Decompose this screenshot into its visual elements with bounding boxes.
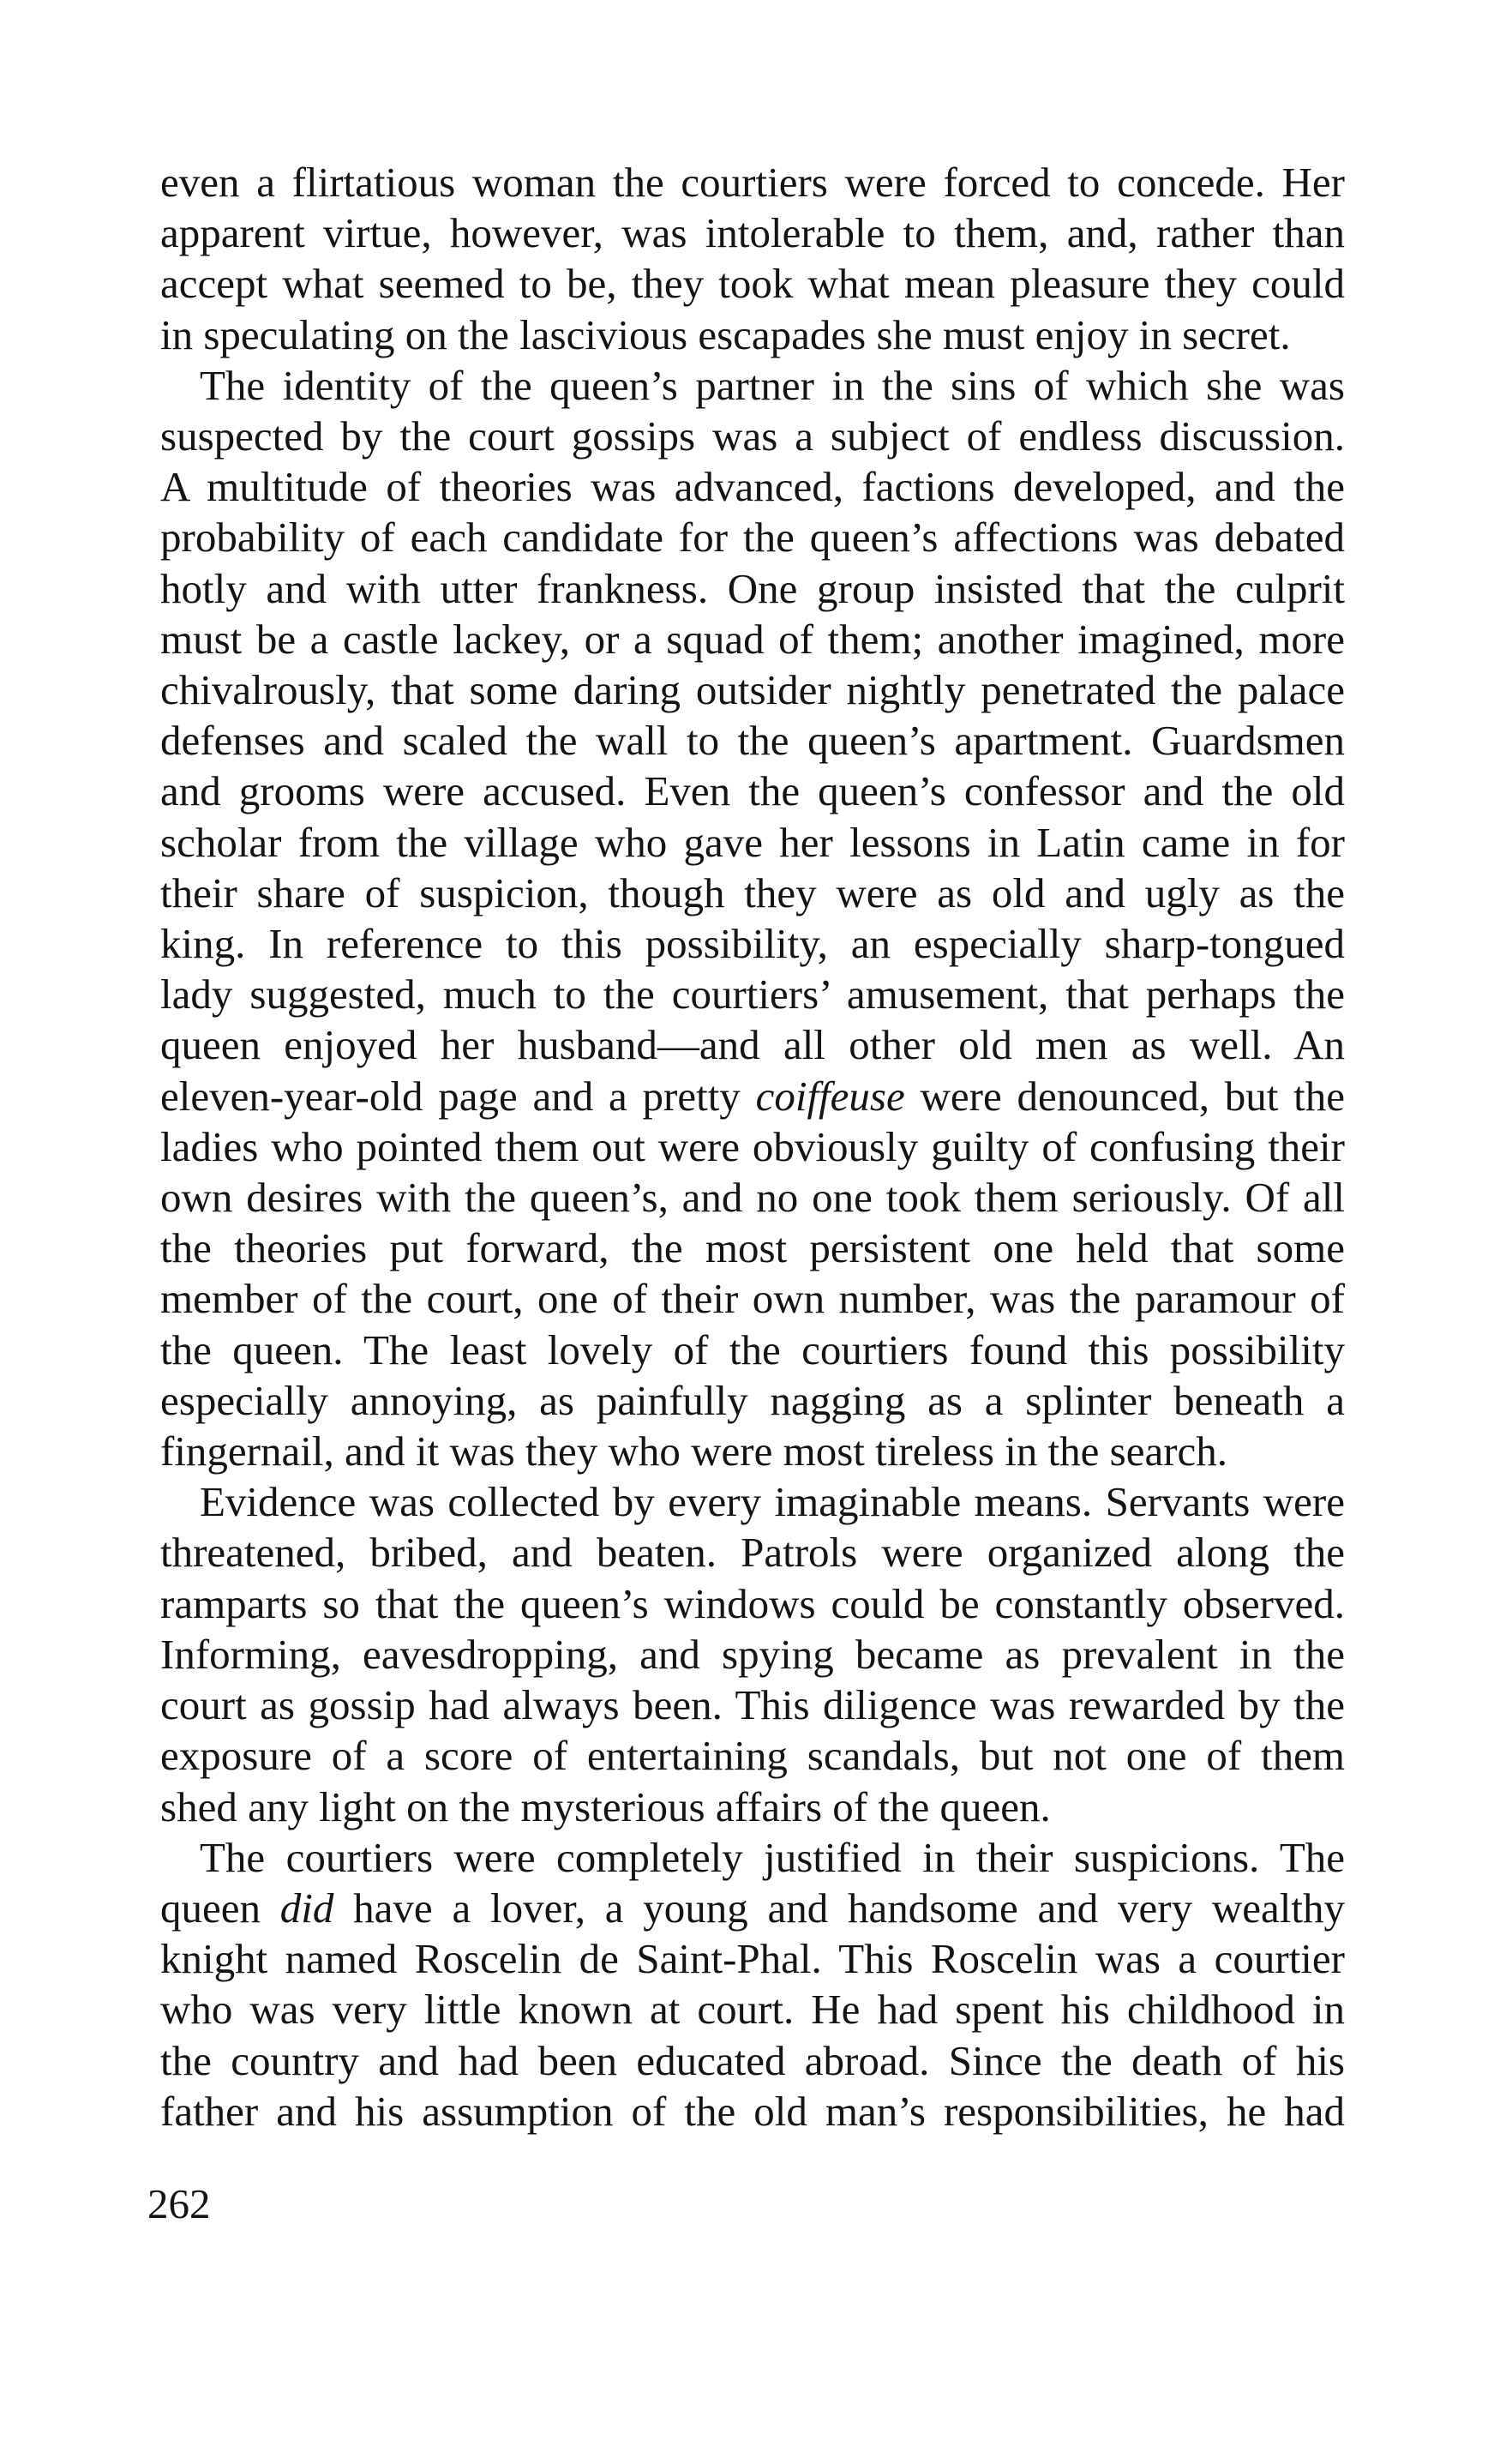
- body-text: [160, 157, 1345, 2136]
- text-line: The identity of the queen’s partner in the sins of which she was: [200, 361, 1345, 409]
- text-line: Informing, eavesdropping, and spying became as prevalent in the: [160, 1630, 1345, 1678]
- paragraph-2: [160, 360, 1345, 1476]
- text-line: the country and had been educated abroad. Since the death of his: [160, 2036, 1345, 2084]
- text-line: [160, 1883, 1345, 1933]
- text-line: must be a castle lackey, or a squad of them; another imagined, more: [160, 615, 1345, 663]
- text-line: threatened, bribed, and beaten. Patrols were organized along the: [160, 1529, 1345, 1577]
- text-line: their share of suspicion, though they were as old and ugly as the: [160, 868, 1345, 916]
- text-line: father and his assumption of the old man’s responsibilities, he had: [160, 2087, 1345, 2135]
- paragraph-4: [160, 1832, 1345, 2136]
- text-line: probability of each candidate for the queen’s affections was debated: [160, 514, 1345, 562]
- text-line: hotly and with utter frankness. One group insisted that the culprit: [160, 564, 1345, 612]
- text-line: suspected by the court gossips was a subject of endless discussion.: [160, 412, 1345, 460]
- text-line: scholar from the village who gave her lessons in Latin came in for: [160, 818, 1345, 866]
- text-line: shed any light on the mysterious affairs of the queen.: [160, 1782, 1051, 1830]
- text-segment: eleven-year-old page and a pretty: [160, 1072, 756, 1120]
- page-number: 262: [147, 2180, 211, 2227]
- text-segment: have a lover, a young and handsome and very wealthy: [333, 1884, 1345, 1932]
- text-line: and grooms were accused. Even the queen’s confessor and the old: [160, 767, 1345, 815]
- text-line: accept what seemed to be, they took what mean pleasure they could: [160, 260, 1345, 308]
- text-line: the queen. The least lovely of the courtiers found this possibility: [160, 1325, 1345, 1373]
- paragraph-3: [160, 1476, 1345, 1831]
- text-line: even a flirtatious woman the courtiers were forced to concede. Her: [160, 159, 1345, 206]
- text-line: especially annoying, as painfully nagging as a splinter beneath a: [160, 1376, 1345, 1424]
- text-line: defenses and scaled the wall to the queen’s apartment. Guardsmen: [160, 717, 1345, 765]
- text-line: lady suggested, much to the courtiers’ amusement, that perhaps the: [160, 971, 1345, 1019]
- text-segment: queen: [160, 1884, 280, 1932]
- italic-word: coiffeuse: [755, 1072, 905, 1120]
- text-line: Evidence was collected by every imaginable means. Servants were: [200, 1478, 1345, 1526]
- text-line: own desires with the queen’s, and no one took them seriously. Of all: [160, 1174, 1345, 1222]
- text-line: who was very little known at court. He had spent his childhood in: [160, 1986, 1345, 2034]
- text-line: apparent virtue, however, was intolerable to them, and, rather than: [160, 209, 1345, 257]
- text-line: queen enjoyed her husband—and all other old men as well. An: [160, 1021, 1345, 1069]
- paragraph-1: [160, 157, 1345, 360]
- text-segment: were denounced, but the: [904, 1072, 1345, 1120]
- text-line: ladies who pointed them out were obviously guilty of confusing their: [160, 1122, 1345, 1170]
- text-line: in speculating on the lascivious escapades she must enjoy in secret.: [160, 310, 1291, 358]
- text-line: [160, 1071, 1345, 1121]
- text-line: knight named Roscelin de Saint-Phal. This Roscelin was a courtier: [160, 1935, 1345, 1983]
- text-line: the theories put forward, the most persistent one held that some: [160, 1224, 1345, 1272]
- text-line: exposure of a score of entertaining scandals, but not one of them: [160, 1732, 1345, 1780]
- text-line: ramparts so that the queen’s windows could be constantly observed.: [160, 1579, 1345, 1627]
- text-line: member of the court, one of their own number, was the paramour of: [160, 1275, 1345, 1323]
- text-line: chivalrously, that some daring outsider nightly penetrated the palace: [160, 666, 1345, 714]
- text-line: A multitude of theories was advanced, factions developed, and the: [160, 463, 1345, 511]
- text-line: king. In reference to this possibility, an especially sharp-tongued: [160, 920, 1345, 968]
- italic-word: did: [279, 1884, 334, 1932]
- text-line: court as gossip had always been. This diligence was rewarded by the: [160, 1681, 1345, 1729]
- text-line: fingernail, and it was they who were most tireless in the search.: [160, 1427, 1228, 1475]
- text-line: The courtiers were completely justified in their suspicions. The: [200, 1833, 1345, 1881]
